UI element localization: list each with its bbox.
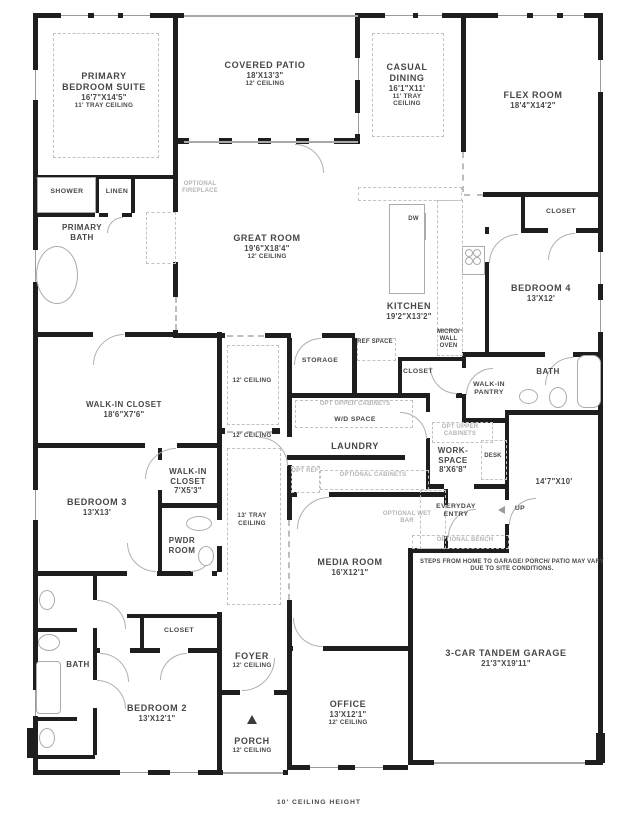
- wall-segment: [173, 262, 178, 297]
- wall-segment: [173, 144, 178, 212]
- cased-opening: [462, 152, 464, 192]
- wall-segment: [287, 338, 292, 393]
- wall-segment: [398, 357, 462, 361]
- cased-opening: [227, 335, 264, 337]
- room-label-walkin-closet-2: WALK-IN CLOSET 7'X5'3": [169, 467, 207, 496]
- wall-segment: [338, 765, 355, 770]
- room-label-casual-dining: CASUAL DINING 16'1"X11' 11' TRAY CEILING: [386, 62, 428, 108]
- wall-segment: [462, 357, 466, 368]
- opt-upper-cabinets-laundry-label: OPT UPPER CABINETS: [319, 401, 391, 407]
- door-arc: [548, 233, 575, 260]
- wall-segment: [173, 13, 178, 138]
- optional-cabinets-label: OPTIONAL CABINETS: [339, 472, 407, 478]
- door-arc: [100, 653, 129, 682]
- window: [120, 770, 148, 775]
- wall-segment: [287, 393, 292, 437]
- optional-wet-bar-label: OPTIONAL WET BAR: [382, 511, 432, 525]
- room-label-bedroom2: BEDROOM 2 13'X12'1": [127, 703, 187, 723]
- window: [356, 113, 361, 134]
- wall-segment: [557, 13, 563, 18]
- wall-segment: [173, 330, 178, 338]
- wall-segment: [198, 770, 222, 775]
- fixture: [473, 257, 481, 265]
- wall-segment: [598, 284, 603, 300]
- wall-segment: [140, 648, 160, 653]
- closet-bedroom2-label: CLOSET: [164, 627, 194, 634]
- wall-segment: [596, 733, 605, 763]
- wall-segment: [598, 92, 603, 252]
- wall-segment: [398, 361, 402, 393]
- entry-direction-icon: [247, 715, 257, 724]
- room-label-foyer: FOYER 12' CEILING: [232, 651, 272, 669]
- hall-tray-ceiling-label: 13' TRAY CEILING: [237, 512, 267, 527]
- wd-space-label: W/D SPACE: [334, 416, 376, 423]
- wall-segment: [287, 765, 310, 770]
- window: [94, 13, 118, 18]
- wall-segment: [93, 628, 97, 680]
- wall-segment: [485, 227, 489, 234]
- fixture: [473, 249, 481, 257]
- wall-segment: [584, 13, 603, 18]
- wall-segment: [461, 13, 466, 152]
- wall-segment: [93, 708, 97, 755]
- primary-suite-name: PRIMARY BEDROOM SUITE: [62, 71, 146, 92]
- door-arc: [93, 334, 124, 365]
- wall-segment: [33, 213, 95, 217]
- up-label: UP: [514, 505, 526, 512]
- wall-segment: [483, 192, 602, 197]
- optional-fireplace-label: OPTIONAL FIREPLACE: [182, 181, 218, 195]
- wall-segment: [99, 213, 108, 217]
- tandem-room-dims-label: 14'7"X10': [535, 477, 573, 486]
- window: [498, 13, 527, 18]
- wall-segment: [178, 333, 225, 338]
- door-arc: [127, 543, 156, 572]
- wall-segment: [118, 13, 123, 18]
- wall-segment: [157, 571, 193, 576]
- room-label-primary-suite: [60, 71, 148, 109]
- window: [598, 300, 603, 332]
- wall-segment: [37, 717, 77, 721]
- wall-segment: [130, 648, 140, 653]
- wall-segment: [140, 618, 144, 648]
- wall-segment: [177, 443, 219, 448]
- fixture: [39, 728, 55, 748]
- wall-segment: [217, 332, 222, 428]
- wall-segment: [217, 428, 225, 434]
- linen-label: LINEN: [105, 188, 129, 195]
- window: [356, 58, 361, 80]
- wall-segment: [462, 352, 545, 357]
- ceiling-height-note: 10' CEILING HEIGHT: [276, 799, 362, 806]
- shower-label: SHOWER: [50, 188, 84, 195]
- cased-opening: [464, 194, 483, 196]
- wall-segment: [33, 13, 61, 18]
- door-arc: [489, 234, 518, 263]
- wall-segment: [408, 760, 434, 765]
- wall-segment: [33, 282, 38, 490]
- steps-note: STEPS FROM HOME TO GARAGE/ PORCH/ PATIO MAY VARY DUE TO SITE CONDITIONS.: [420, 559, 604, 573]
- door-arc: [107, 217, 123, 233]
- wall-segment: [598, 13, 603, 60]
- wall-segment: [521, 228, 548, 233]
- room-label-porch: PORCH 12' CEILING: [232, 736, 272, 754]
- wall-segment: [33, 716, 38, 775]
- wall-segment: [265, 333, 291, 338]
- walk-in-pantry-label: WALK-IN PANTRY: [473, 381, 505, 397]
- wall-segment: [485, 262, 489, 356]
- wall-segment: [148, 770, 170, 775]
- window: [598, 252, 603, 284]
- wall-segment: [408, 548, 413, 765]
- window: [61, 13, 88, 18]
- wall-segment: [383, 765, 408, 770]
- room-label-work-space: WORK-SPACE 8'X6'8": [437, 446, 469, 475]
- window: [418, 13, 442, 18]
- wall-segment: [323, 646, 412, 651]
- edge-line: [223, 772, 283, 774]
- closet-flex-label: CLOSET: [546, 208, 576, 215]
- closet-kitchen-label: CLOSET: [403, 368, 433, 375]
- wall-segment: [527, 13, 533, 18]
- room-label-laundry: LAUNDRY: [331, 441, 379, 451]
- wall-segment: [33, 100, 38, 250]
- window: [355, 765, 383, 770]
- wall-segment: [37, 628, 77, 632]
- wall-segment: [217, 546, 222, 572]
- optional-bench-label: OPTIONAL BENCH: [436, 537, 494, 543]
- wall-segment: [125, 332, 173, 337]
- room-label-covered-patio: COVERED PATIO 18'X13'3" 12' CEILING: [224, 60, 306, 88]
- window: [123, 13, 150, 18]
- micro-wall-oven-label: MICRO/ WALL OVEN: [437, 329, 460, 350]
- edge-line: [184, 141, 358, 143]
- window: [385, 13, 413, 18]
- dashed-outline: [358, 187, 462, 201]
- window: [310, 765, 338, 770]
- fixture: [186, 516, 212, 531]
- window: [33, 70, 38, 100]
- wall-segment: [33, 13, 38, 70]
- wall-segment: [33, 443, 145, 448]
- fixture: [39, 590, 55, 610]
- wall-segment: [355, 80, 360, 113]
- wall-segment: [287, 600, 292, 765]
- fixture: [465, 249, 473, 257]
- dashed-outline: [437, 200, 463, 330]
- fixture: [549, 387, 567, 408]
- fixture: [36, 246, 78, 304]
- wall-segment: [283, 770, 288, 775]
- ref-space-label: REF SPACE: [357, 339, 393, 345]
- wall-segment: [505, 410, 602, 415]
- wall-segment: [521, 192, 525, 228]
- room-label-office: OFFICE 13'X12'1" 12' CEILING: [328, 699, 368, 727]
- wall-segment: [426, 398, 430, 412]
- wall-segment: [127, 614, 217, 618]
- room-label-bedroom3: BEDROOM 3 13'X13': [67, 497, 127, 517]
- cased-opening: [288, 520, 290, 600]
- wall-segment: [462, 394, 466, 422]
- edge-line: [434, 762, 585, 764]
- dashed-outline: [146, 212, 176, 264]
- wall-segment: [355, 13, 360, 58]
- hall-ceiling-label-b: 12' CEILING: [232, 432, 272, 439]
- wall-segment: [33, 571, 127, 576]
- window: [33, 490, 38, 520]
- room-label-primary-bath: PRIMARY BATH: [61, 223, 103, 242]
- wall-segment: [158, 503, 217, 508]
- wall-segment: [33, 770, 120, 775]
- room-label-kitchen: KITCHEN 19'2"X13'2": [386, 301, 432, 321]
- wall-segment: [150, 13, 184, 18]
- wall-segment: [33, 755, 95, 759]
- wall-segment: [287, 393, 430, 398]
- wall-segment: [188, 648, 217, 653]
- room-label-everyday-entry: EVERYDAY ENTRY: [436, 503, 476, 519]
- door-arc: [297, 497, 329, 529]
- room-label-flex-room: FLEX ROOM 18'4"X14'2": [503, 90, 563, 110]
- wall-segment: [217, 434, 222, 520]
- wall-segment: [122, 213, 132, 217]
- cased-opening: [175, 297, 177, 330]
- opt-upper-cabinets-work-label: OPT UPPER CABINETS: [441, 424, 479, 438]
- fixture: [519, 389, 538, 404]
- window: [598, 60, 603, 92]
- wall-segment: [287, 455, 405, 460]
- up-arrow-icon: [498, 506, 505, 514]
- hall-ceiling-label-a: 12' CEILING: [232, 377, 272, 384]
- room-label-media-room: MEDIA ROOM 16'X12'1": [317, 557, 383, 577]
- opt-ref-label: OPT REF: [291, 468, 319, 474]
- window: [533, 13, 557, 18]
- window: [170, 770, 198, 775]
- wall-segment: [158, 490, 162, 571]
- storage-label: STORAGE: [301, 357, 339, 364]
- dashed-outline: [227, 345, 279, 425]
- room-label-bedroom4: BEDROOM 4 13'X12': [511, 283, 571, 303]
- wall-segment: [88, 13, 94, 18]
- room-label-garage: 3-CAR TANDEM GARAGE 21'3"X19'11": [445, 648, 567, 668]
- door-arc: [295, 144, 324, 173]
- fixture: [38, 634, 60, 651]
- bathtub: [577, 355, 601, 408]
- dishwasher-label: DW: [408, 216, 419, 222]
- desk-label: DESK: [484, 453, 502, 459]
- wall-segment: [413, 13, 418, 18]
- wall-segment: [358, 13, 385, 18]
- wall-segment: [442, 13, 498, 18]
- room-label-pwdr: PWDR ROOM: [168, 536, 196, 555]
- window: [563, 13, 584, 18]
- door-arc: [293, 618, 322, 647]
- wall-segment: [33, 332, 93, 337]
- room-label-bath-upper: BATH: [536, 367, 560, 376]
- room-label-great-room: GREAT ROOM 19'6"X18'4" 12' CEILING: [233, 233, 301, 261]
- wall-segment: [217, 612, 222, 770]
- fixture: [465, 257, 473, 265]
- room-label-bath-lower: BATH: [66, 660, 90, 669]
- primary-suite-dims: 16'7"X14'5": [81, 92, 127, 102]
- door-arc: [97, 600, 126, 629]
- room-label-walkin-closet-primary: WALK-IN CLOSET 18'6"X7'6": [86, 400, 162, 419]
- wall-segment: [93, 648, 100, 653]
- door-arc: [160, 653, 187, 680]
- primary-suite-ceiling: 11' TRAY CEILING: [74, 101, 134, 109]
- wall-segment: [322, 333, 355, 338]
- wall-segment: [474, 484, 509, 489]
- edge-line: [184, 15, 358, 17]
